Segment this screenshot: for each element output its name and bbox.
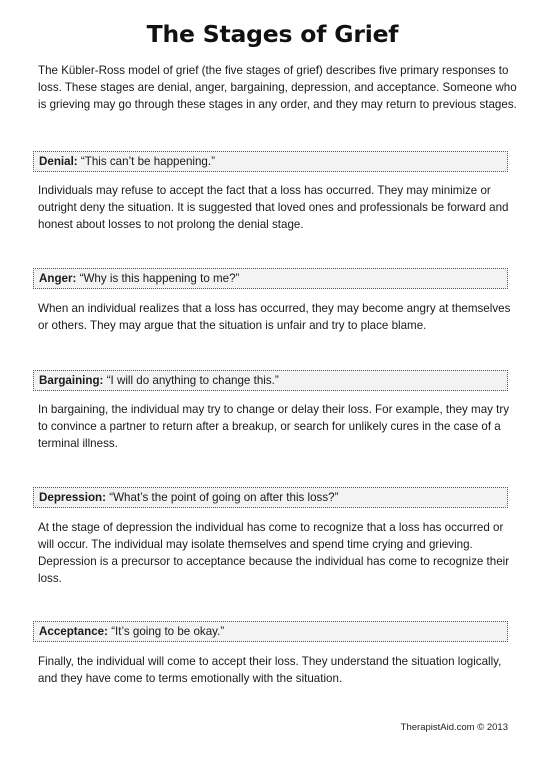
stage-quote-bargaining: “I will do anything to change this.” (106, 374, 279, 387)
stage-description-acceptance: Finally, the individual will come to accept their loss. They understand the situation logically, and they have come to terms emotionally with the situation. (38, 655, 502, 685)
stage-header-bargaining (33, 370, 508, 391)
stage-description-anger: When an individual realizes that a loss has occurred, they may become angry at themselves or others. They may argue that the situation is unfair and try to place blame. (38, 302, 511, 332)
stage-header-anger (33, 268, 508, 289)
intro-paragraph: The Kübler-Ross model of grief (the five stages of grief) describes five primary responses to loss. These stages are denial, anger, bargaining, depression, and acceptance. Someone who is grieving may go through these stages in any order, and they may return to previous stages. (38, 64, 517, 111)
stage-description-denial: Individuals may refuse to accept the fact that a loss has occurred. They may minimize or outright deny the situation. It is suggested that loved ones and professionals be forward and honest about losses to not prolong the denial stage. (38, 184, 509, 231)
stage-name-anger: Anger: (39, 272, 77, 285)
stage-quote-acceptance: “It’s going to be okay.” (111, 625, 225, 638)
stage-header-denial (33, 151, 508, 172)
copyright-footer: TherapistAid.com © 2013 (400, 722, 508, 733)
stage-quote-denial: “This can’t be happening.” (80, 155, 215, 168)
stage-quote-anger: “Why is this happening to me?” (79, 272, 240, 285)
stage-quote-depression: “What’s the point of going on after this loss?” (109, 491, 339, 504)
stage-header-depression (33, 487, 508, 508)
stage-description-bargaining: In bargaining, the individual may try to change or delay their loss. For example, they may try to convince a partner to return after a breakup, or search for unlikely cures in the case of a terminal illness. (38, 403, 510, 450)
stage-name-depression: Depression: (39, 491, 107, 504)
stage-header-acceptance (33, 621, 508, 642)
stage-description-depression: At the stage of depression the individual has come to recognize that a loss has occurred or will occur. The individual may isolate themselves and spend time crying and grieving. Depression is a precursor to acceptance because the individual has come to recognize their loss. (38, 521, 510, 585)
stage-name-denial: Denial: (39, 155, 78, 168)
page-title: The Stages of Grief (146, 20, 399, 48)
stage-name-acceptance: Acceptance: (39, 625, 108, 638)
stage-name-bargaining: Bargaining: (39, 374, 104, 387)
